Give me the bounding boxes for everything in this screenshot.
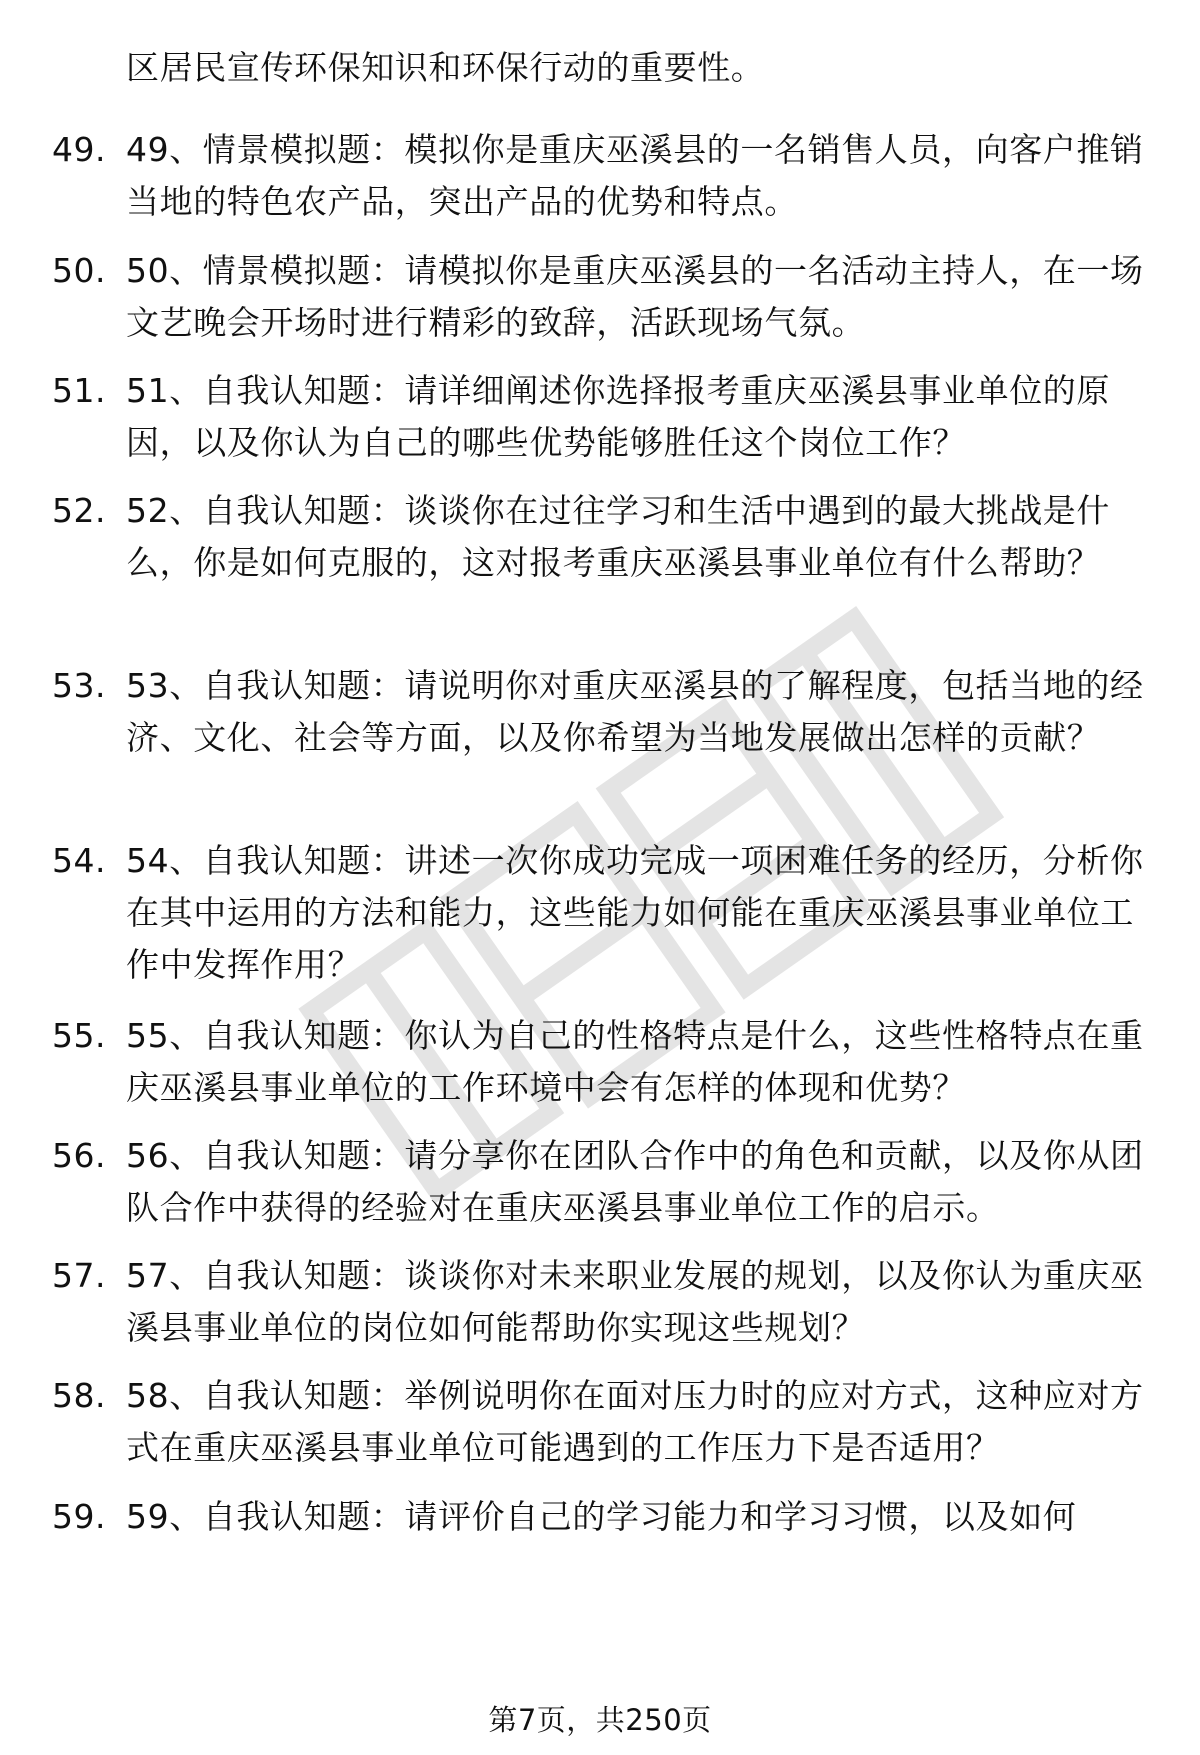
item-number: 53. xyxy=(52,666,106,705)
page-footer: 第7页，共250页 xyxy=(488,1703,712,1737)
item-number: 59. xyxy=(52,1497,106,1536)
item-text: 55、自我认知题：你认为自己的性格特点是什么，这些性格特点在重庆巫溪县事业单位的工作环境中会有怎样的体现和优势？ xyxy=(126,1016,1144,1107)
item-number: 55. xyxy=(52,1016,106,1055)
item-number: 50. xyxy=(52,251,106,290)
item-number: 57. xyxy=(52,1256,106,1295)
item-number: 51. xyxy=(52,371,106,410)
item-text: 51、自我认知题：请详细阐述你选择报考重庆巫溪县事业单位的原因，以及你认为自己的哪些优势能够胜任这个岗位工作？ xyxy=(126,371,1110,462)
item-text: 57、自我认知题：谈谈你对未来职业发展的规划，以及你认为重庆巫溪县事业单位的岗位如何能帮助你实现这些规划？ xyxy=(126,1256,1144,1347)
item-text: 53、自我认知题：请说明你对重庆巫溪县的了解程度，包括当地的经济、文化、社会等方面，以及你希望为当地发展做出怎样的贡献？ xyxy=(126,666,1144,757)
item-text: 59、自我认知题：请评价自己的学习能力和学习习惯，以及如何 xyxy=(126,1497,1077,1536)
item-text: 50、情景模拟题：请模拟你是重庆巫溪县的一名活动主持人，在一场文艺晚会开场时进行精彩的致辞，活跃现场气氛。 xyxy=(126,251,1144,342)
item-text: 49、情景模拟题：模拟你是重庆巫溪县的一名销售人员，向客户推销当地的特色农产品，突出产品的优势和特点。 xyxy=(126,130,1144,221)
item-number: 56. xyxy=(52,1136,106,1175)
item-text: 54、自我认知题：讲述一次你成功完成一项困难任务的经历，分析你在其中运用的方法和能力，这些能力如何能在重庆巫溪县事业单位工作中发挥作用？ xyxy=(126,841,1144,984)
item-number: 52. xyxy=(52,491,106,530)
item-text: 56、自我认知题：请分享你在团队合作中的角色和贡献，以及你从团队合作中获得的经验对在重庆巫溪县事业单位工作的启示。 xyxy=(126,1136,1144,1227)
item-number: 49. xyxy=(52,130,106,169)
item-text: 52、自我认知题：谈谈你在过往学习和生活中遇到的最大挑战是什么，你是如何克服的，这对报考重庆巫溪县事业单位有什么帮助？ xyxy=(126,491,1110,582)
item-number: 58. xyxy=(52,1376,106,1415)
item-number: 54. xyxy=(52,841,106,880)
item-text: 58、自我认知题：举例说明你在面对压力时的应对方式，这种应对方式在重庆巫溪县事业单位可能遇到的工作压力下是否适用？ xyxy=(126,1376,1144,1467)
item-text: 区居民宣传环保知识和环保行动的重要性。 xyxy=(126,48,765,87)
